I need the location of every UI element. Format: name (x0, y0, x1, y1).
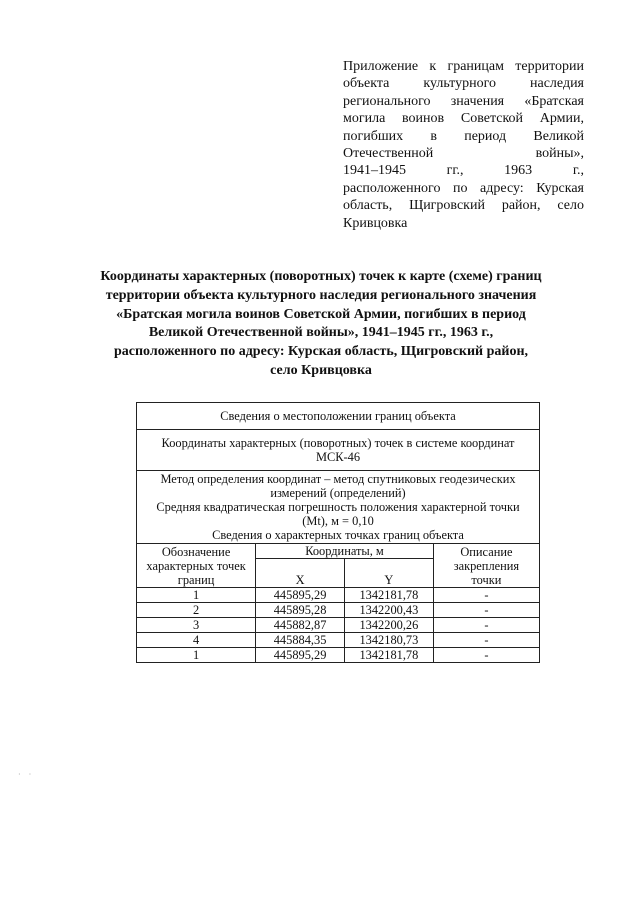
appendix-line: объекта культурного наследия (343, 76, 584, 92)
cell-x: 445882,87 (256, 618, 345, 633)
cell-desc: - (433, 588, 539, 603)
cell-point: 2 (137, 603, 256, 618)
precision-line: (Mt), м = 0,10 (302, 514, 374, 528)
col-point-header (137, 544, 256, 588)
title-line: село Кривцовка (270, 362, 372, 378)
col-x-header: X (256, 559, 345, 588)
cell-x: 445884,35 (256, 633, 345, 648)
table-row (137, 603, 540, 618)
appendix-line: расположенного по адресу: Курская (343, 180, 584, 196)
cell-y: 1342200,43 (344, 603, 433, 618)
title-line: Координаты характерных (поворотных) точек к карте (схеме) границ (100, 269, 542, 284)
col-y-header: Y (344, 559, 433, 588)
cell-point: 1 (137, 648, 256, 663)
cell-point: 1 (137, 588, 256, 603)
col-desc-header-line: закрепления (453, 558, 520, 573)
cell-point: 4 (137, 633, 256, 648)
cell-y: 1342180,73 (344, 633, 433, 648)
appendix-line: Отечественной войны», (343, 146, 584, 162)
cell-y: 1342181,78 (344, 588, 433, 603)
appendix-line: погибших в период Великой (343, 128, 584, 144)
title-line: Великой Отечественной войны», 1941–1945 гг., 1963 г., (148, 325, 494, 341)
appendix-line: могила воинов Советской Армии, (343, 111, 584, 127)
coordinate-system-name: МСК-46 (315, 450, 361, 464)
cell-desc: - (433, 618, 539, 633)
cell-x: 445895,28 (256, 603, 345, 618)
appendix-line: область, Щигровский район, село (343, 198, 584, 214)
title-line: «Братская могила воинов Советской Армии, погибших в период (116, 306, 526, 322)
appendix-line: 1941–1945 гг., 1963 г., (343, 163, 584, 179)
precision-line: Средняя квадратическая погрешность положения характерной точки (156, 500, 520, 514)
col-desc-header (433, 544, 539, 588)
cell-x: 445895,29 (256, 588, 345, 603)
cell-y: 1342181,78 (344, 648, 433, 663)
coordinates-table (136, 402, 540, 663)
title-line: территории объекта культурного наследия регионального значения (105, 287, 537, 303)
col-point-header-line: границ (177, 572, 215, 587)
col-desc-header-line: точки (471, 572, 502, 587)
cell-desc: - (433, 633, 539, 648)
method-line: измерений (определений) (270, 486, 406, 500)
table-row (137, 648, 540, 663)
table-row (137, 618, 540, 633)
col-point-header-line: характерных точек (146, 558, 246, 573)
document-title (96, 268, 546, 381)
appendix-line: Приложение к границам территории (343, 59, 584, 74)
scan-specks: · · (18, 770, 35, 779)
cell-desc: - (433, 648, 539, 663)
coordinate-system (137, 430, 540, 471)
cell-y: 1342200,26 (344, 618, 433, 633)
appendix-line: регионального значения «Братская (343, 93, 584, 109)
method-line: Метод определения координат – метод спутниковых геодезических (160, 472, 516, 486)
table-row (137, 588, 540, 603)
col-point-header-line: Обозначение (161, 544, 231, 559)
location-header: Сведения о местоположении границ объекта (137, 403, 540, 430)
cell-desc: - (433, 603, 539, 618)
title-line: расположенного по адресу: Курская область, Щигровский район, (113, 344, 529, 360)
appendix-note (343, 58, 584, 232)
appendix-line: Кривцовка (343, 215, 408, 231)
method-info (137, 471, 540, 544)
cell-x: 445895,29 (256, 648, 345, 663)
col-coords-header: Координаты, м (256, 544, 434, 559)
col-desc-header-line: Описание (460, 544, 513, 559)
points-info: Сведения о характерных точках границ объекта (212, 528, 464, 542)
cell-point: 3 (137, 618, 256, 633)
coordinate-system-line: Координаты характерных (поворотных) точек в системе координат (161, 436, 515, 450)
table-row (137, 633, 540, 648)
